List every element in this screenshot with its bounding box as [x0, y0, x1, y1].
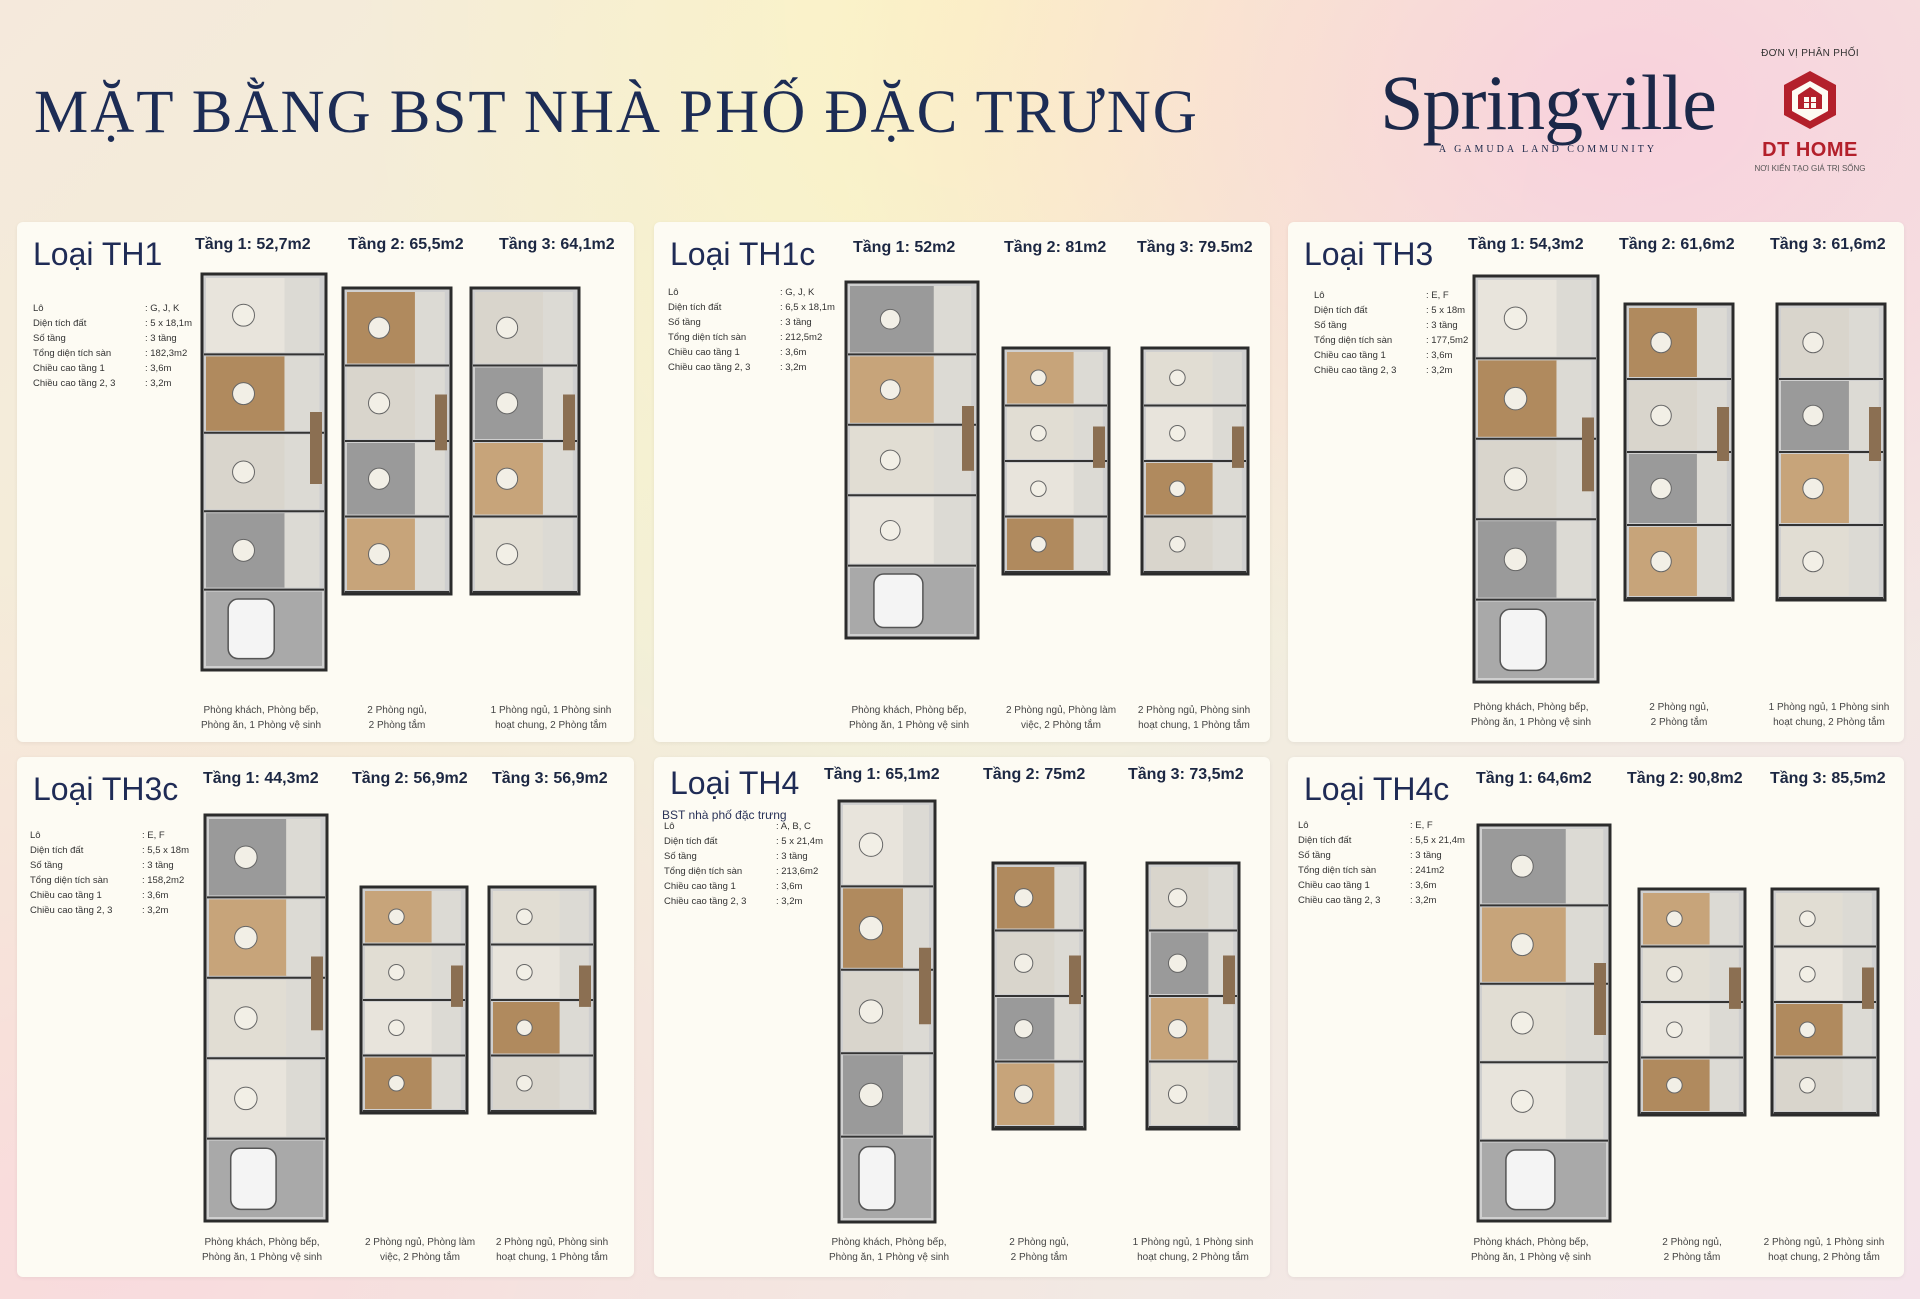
floor-3-area: Tầng 3: 73,5m2: [1128, 766, 1244, 783]
spec-value: : 3,6m: [142, 890, 169, 901]
floor-plan-2: [359, 885, 469, 1115]
spec-label: Chiều cao tầng 1: [30, 890, 102, 901]
spec-label: Lô: [1314, 290, 1325, 301]
floor-plan-3: [1140, 346, 1250, 576]
spec-value: : 6,5 x 18,1m: [780, 302, 835, 313]
spec-label: Chiều cao tầng 1: [1314, 350, 1386, 361]
floor-2-caption: 2 Phòng ngủ, 2 Phòng tắm: [1662, 1237, 1722, 1263]
spec-value: : 3,6m: [1426, 350, 1453, 361]
spec-table: [664, 819, 836, 909]
floor-plan-1: [1472, 274, 1600, 684]
spec-label: Diện tích đất: [664, 836, 718, 847]
floor-1-caption: Phòng khách, Phòng bếp, Phòng ăn, 1 Phòng vệ sinh: [828, 1237, 950, 1263]
spec-value: : 3,2m: [1410, 895, 1437, 906]
spec-table: [1314, 288, 1486, 378]
type-name: Loại TH4: [670, 765, 800, 801]
house-icon: [1780, 67, 1840, 137]
spec-table: [1298, 818, 1470, 908]
spec-label: Chiều cao tầng 1: [668, 347, 740, 358]
spec-value: : 3 tầng: [142, 860, 174, 871]
floor-2-caption: 2 Phòng ngủ, Phòng làm việc, 2 Phòng tắm: [1005, 705, 1117, 731]
card-th1: [17, 222, 634, 742]
floor-3-area: Tầng 3: 64,1m2: [499, 236, 615, 253]
floor-2-area: Tầng 2: 56,9m2: [352, 770, 468, 787]
floor-3-caption: 2 Phòng ngủ, 1 Phòng sinh hoạt chung, 2 Phòng tắm: [1763, 1237, 1885, 1263]
floor-2-caption: 2 Phòng ngủ, 2 Phòng tắm: [1649, 702, 1709, 728]
floor-plan-2: [341, 286, 453, 596]
spec-label: Chiều cao tầng 2, 3: [33, 378, 116, 389]
card-th3c: [17, 757, 634, 1277]
floor-1-area: Tầng 1: 44,3m2: [203, 770, 319, 787]
floor-plan-1: [1476, 823, 1612, 1223]
distributor-name: DT HOME: [1762, 139, 1858, 161]
floor-3-area: Tầng 3: 61,6m2: [1770, 236, 1886, 253]
spec-label: Chiều cao tầng 2, 3: [1314, 365, 1397, 376]
spec-label: Số tầng: [30, 860, 63, 871]
floor-3-caption: 1 Phòng ngủ, 1 Phòng sinh hoạt chung, 2 Phòng tắm: [490, 705, 612, 731]
spec-value: : 3,6m: [1410, 880, 1437, 891]
brand-name: Springville: [1380, 59, 1716, 146]
floor-1-caption: Phòng khách, Phòng bếp, Phòng ăn, 1 Phòng vệ sinh: [1470, 1237, 1592, 1263]
spec-label: Lô: [664, 821, 675, 832]
spec-label: Số tầng: [1314, 320, 1347, 331]
card-th4c: [1288, 757, 1904, 1277]
type-name: Loại TH3c: [33, 771, 179, 807]
distributor-slogan: NƠI KIẾN TẠO GIÁ TRỊ SỐNG: [1754, 164, 1866, 173]
spec-value: : 5 x 21,4m: [776, 836, 823, 847]
spec-value: : 5,5 x 21,4m: [1410, 835, 1465, 846]
floor-2-area: Tầng 2: 90,8m2: [1627, 770, 1743, 787]
spec-value: : 5 x 18m: [1426, 305, 1466, 316]
spec-label: Chiều cao tầng 1: [33, 363, 105, 374]
spec-value: : 3,6m: [145, 363, 172, 374]
spec-value: : 213,6m2: [776, 866, 819, 877]
floor-2-area: Tầng 2: 81m2: [1004, 239, 1107, 256]
type-name: Loại TH3: [1304, 236, 1434, 272]
type-name: Loại TH1: [33, 236, 163, 272]
floor-1-area: Tầng 1: 54,3m2: [1468, 236, 1584, 253]
spec-value: : 3 tầng: [1410, 850, 1442, 861]
spec-value: : 3 tầng: [145, 333, 177, 344]
floor-plan-1: [837, 799, 937, 1224]
floor-1-area: Tầng 1: 65,1m2: [824, 766, 940, 783]
floor-3-caption: 2 Phòng ngủ, Phòng sinh hoạt chung, 1 Phòng tắm: [495, 1237, 609, 1263]
floor-plan-2: [1001, 346, 1111, 576]
spec-label: Chiều cao tầng 1: [664, 881, 736, 892]
spec-label: Chiều cao tầng 2, 3: [30, 905, 113, 916]
spec-value: : E, F: [1426, 290, 1449, 301]
spec-value: : 3,2m: [1426, 365, 1453, 376]
floor-plan-3: [1145, 861, 1241, 1131]
spec-value: : 212,5m2: [780, 332, 823, 343]
floor-2-caption: 2 Phòng ngủ, Phòng làm việc, 2 Phòng tắm: [364, 1237, 476, 1263]
spec-label: Tổng diện tích sàn: [664, 866, 743, 877]
spec-label: Lô: [30, 830, 41, 841]
type-name: Loại TH1c: [670, 236, 816, 272]
spec-value: : G, J, K: [145, 303, 180, 314]
spec-table: [33, 301, 205, 391]
type-subtitle: BST nhà phố đặc trưng: [662, 808, 787, 822]
spec-value: : 3,2m: [145, 378, 172, 389]
spec-label: Số tầng: [1298, 850, 1331, 861]
spec-label: Diện tích đất: [30, 845, 84, 856]
spec-value: : 3 tầng: [1426, 320, 1458, 331]
spec-label: Số tầng: [664, 851, 697, 862]
spec-value: : E, F: [1410, 820, 1433, 831]
floor-plan-2: [1623, 302, 1735, 602]
spec-value: : 241m2: [1410, 865, 1445, 876]
spec-label: Diện tích đất: [668, 302, 722, 313]
springville-logo: [1380, 59, 1716, 155]
spec-value: : 3,2m: [776, 896, 803, 907]
floor-1-caption: Phòng khách, Phòng bếp, Phòng ăn, 1 Phòng vệ sinh: [1470, 702, 1592, 728]
spec-label: Tổng diện tích sàn: [1298, 865, 1377, 876]
spec-label: Diện tích đất: [33, 318, 87, 329]
floor-plan-3: [469, 286, 581, 596]
floor-3-area: Tầng 3: 85,5m2: [1770, 770, 1886, 787]
card-th3: [1288, 222, 1904, 742]
spec-value: : 3 tầng: [776, 851, 808, 862]
floor-1-area: Tầng 1: 64,6m2: [1476, 770, 1592, 787]
floor-3-area: Tầng 3: 56,9m2: [492, 770, 608, 787]
type-name: Loại TH4c: [1304, 771, 1450, 807]
spec-label: Lô: [1298, 820, 1309, 831]
spec-value: : 177,5m2: [1426, 335, 1469, 346]
distributor-label: ĐƠN VỊ PHÂN PHỐI: [1761, 48, 1859, 59]
floor-3-caption: 1 Phòng ngủ, 1 Phòng sinh hoạt chung, 2 Phòng tắm: [1132, 1237, 1254, 1263]
floor-plan-3: [487, 885, 597, 1115]
spec-label: Lô: [33, 303, 44, 314]
distributor-logo: [1752, 48, 1868, 173]
floor-2-caption: 2 Phòng ngủ, 2 Phòng tắm: [367, 705, 427, 731]
spec-label: Chiều cao tầng 2, 3: [668, 362, 751, 373]
floor-3-caption: 2 Phòng ngủ, Phòng sinh hoạt chung, 1 Phòng tắm: [1137, 705, 1251, 731]
spec-label: Lô: [668, 287, 679, 298]
spec-value: : 3,2m: [142, 905, 169, 916]
spec-label: Chiều cao tầng 2, 3: [1298, 895, 1381, 906]
floor-1-caption: Phòng khách, Phòng bếp, Phòng ăn, 1 Phòng vệ sinh: [201, 1237, 323, 1263]
spec-table: [668, 285, 840, 375]
floor-3-caption: 1 Phòng ngủ, 1 Phòng sinh hoạt chung, 2 Phòng tắm: [1768, 702, 1890, 728]
floor-plan-3: [1770, 887, 1880, 1117]
spec-label: Số tầng: [33, 333, 66, 344]
spec-value: : 3,2m: [780, 362, 807, 373]
spec-value: : 3 tầng: [780, 317, 812, 328]
floor-plan-2: [991, 861, 1087, 1131]
spec-label: Số tầng: [668, 317, 701, 328]
spec-value: : E, F: [142, 830, 165, 841]
spec-value: : 182,3m2: [145, 348, 188, 359]
spec-value: : 3,6m: [780, 347, 807, 358]
page-title: MẶT BẰNG BST NHÀ PHỐ ĐẶC TRƯNG: [34, 79, 1199, 146]
floor-plan-3: [1775, 302, 1887, 602]
spec-value: : A, B, C: [776, 821, 811, 832]
floor-plan-2: [1637, 887, 1747, 1117]
spec-value: : G, J, K: [780, 287, 815, 298]
floor-1-area: Tầng 1: 52m2: [853, 239, 956, 256]
card-th1c: [654, 222, 1270, 742]
spec-value: : 158,2m2: [142, 875, 185, 886]
floor-1-caption: Phòng khách, Phòng bếp, Phòng ăn, 1 Phòng vệ sinh: [848, 705, 970, 731]
floor-2-area: Tầng 2: 61,6m2: [1619, 236, 1735, 253]
spec-label: Chiều cao tầng 2, 3: [664, 896, 747, 907]
floor-2-area: Tầng 2: 65,5m2: [348, 236, 464, 253]
floor-2-caption: 2 Phòng ngủ, 2 Phòng tắm: [1009, 1237, 1069, 1263]
floor-plan-1: [200, 272, 328, 672]
spec-table: [30, 828, 202, 918]
spec-label: Tổng diện tích sàn: [668, 332, 747, 343]
floor-3-area: Tầng 3: 79.5m2: [1137, 239, 1253, 256]
spec-value: : 5,5 x 18m: [142, 845, 189, 856]
card-th4: [654, 757, 1270, 1277]
floor-2-area: Tầng 2: 75m2: [983, 766, 1086, 783]
floor-plan-1: [203, 813, 329, 1223]
spec-value: : 3,6m: [776, 881, 803, 892]
brand-subtitle: A GAMUDA LAND COMMUNITY: [1438, 144, 1658, 155]
spec-label: Tổng diện tích sàn: [30, 875, 109, 886]
floor-1-area: Tầng 1: 52,7m2: [195, 236, 311, 253]
spec-label: Diện tích đất: [1314, 305, 1368, 316]
spec-label: Diện tích đất: [1298, 835, 1352, 846]
spec-value: : 5 x 18,1m: [145, 318, 192, 329]
spec-label: Tổng diện tích sàn: [33, 348, 112, 359]
floor-plan-1: [844, 280, 980, 640]
spec-label: Tổng diện tích sàn: [1314, 335, 1393, 346]
spec-label: Chiều cao tầng 1: [1298, 880, 1370, 891]
floor-1-caption: Phòng khách, Phòng bếp, Phòng ăn, 1 Phòng vệ sinh: [200, 705, 322, 731]
